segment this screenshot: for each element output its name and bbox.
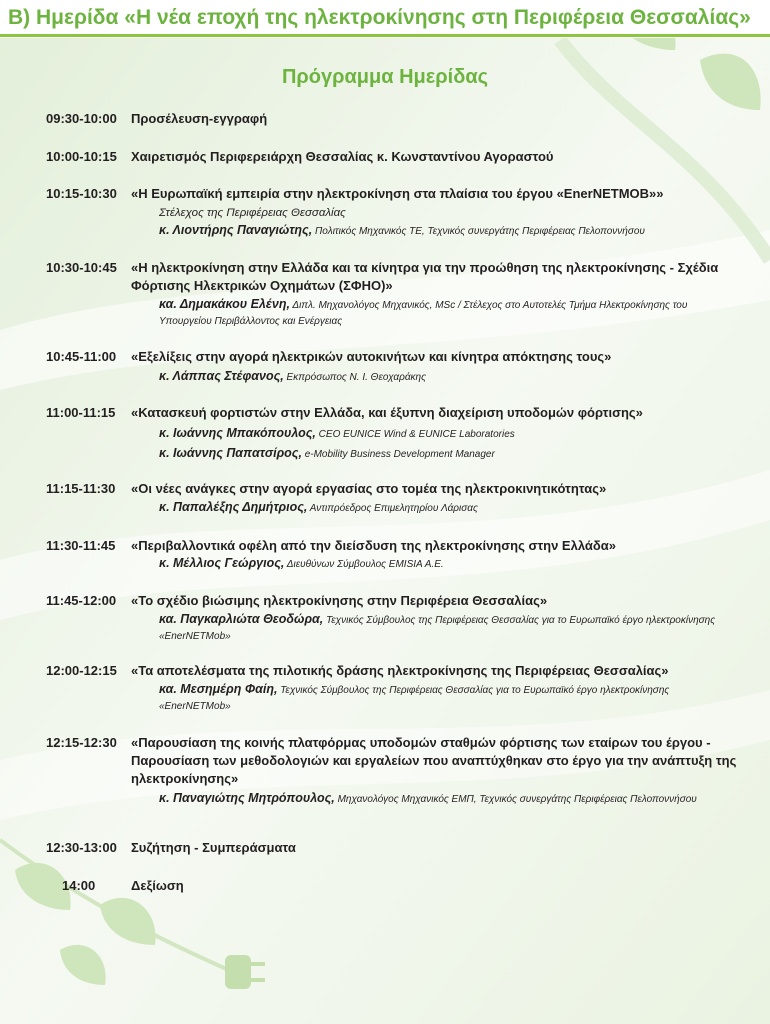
agenda-time: 11:30-11:45	[46, 538, 116, 553]
speaker	[159, 555, 719, 573]
speaker-list	[159, 611, 719, 645]
agenda-title: Συζήτηση - Συμπεράσματα	[131, 840, 296, 855]
speaker-role: Διευθύνων Σύμβουλος EMISIA A.E.	[286, 559, 444, 570]
speaker	[159, 296, 719, 330]
agenda-title: «Η Ευρωπαϊκή εμπειρία στην ηλεκτροκίνηση στα πλαίσια του έργου «EnerNETMOB»»	[131, 186, 664, 201]
speaker	[159, 790, 719, 808]
agenda-time: 11:45-12:00	[46, 593, 117, 608]
speaker	[159, 222, 719, 240]
speaker-name: κ. Λάππας Στέφανος,	[159, 369, 284, 383]
speaker-name: κα. Μεσημέρη Φαίη,	[159, 682, 278, 696]
agenda-title: «Εξελίξεις στην αγορά ηλεκτρικών αυτοκινήτων και κίνητρα απόκτησης τους»	[131, 349, 612, 364]
speaker-role: e-Mobility Business Development Manager	[304, 449, 495, 460]
speaker-role: Τεχνικός Σύμβουλος της Περιφέρειας Θεσσαλίας για το Ευρωπαϊκό έργο ηλεκτροκίνησης «EnerNETMob»	[159, 685, 670, 712]
event-title: Β) Ημερίδα «Η νέα εποχή της ηλεκτροκίνησης στη Περιφέρεια Θεσσαλίας»	[8, 6, 751, 29]
program-title: Πρόγραμμα Ημερίδας	[281, 66, 489, 88]
speaker-list	[159, 368, 719, 386]
speaker-list	[159, 499, 719, 517]
agenda-time: 10:15-10:30	[46, 186, 117, 201]
agenda-time: 12:15-12:30	[46, 735, 117, 750]
agenda-time: 10:00-10:15	[46, 149, 117, 164]
agenda-time: 11:15-11:30	[46, 481, 116, 496]
speaker-name: κ. Παπαλέξης Δημήτριος,	[159, 500, 308, 514]
agenda-time: 12:00-12:15	[46, 663, 117, 678]
agenda-title: Δεξίωση	[131, 878, 184, 893]
agenda-time: 11:00-11:15	[46, 405, 116, 420]
agenda-title: «Η ηλεκτροκίνηση στην Ελλάδα και τα κίνητρα για την προώθηση της ηλεκτροκίνησης - Σχέδια Φόρτισης Ηλεκτρικών Οχημάτων (ΣΦΗΟ)»	[131, 260, 719, 293]
agenda-time: 09:30-10:00	[46, 111, 117, 126]
agenda-time: 12:30-13:00	[46, 840, 117, 855]
agenda-title: «Το σχέδιο βιώσιμης ηλεκτροκίνησης στην Περιφέρεια Θεσσαλίας»	[131, 593, 548, 608]
speaker-name: κ. Λιοντήρης Παναγιώτης,	[159, 223, 313, 237]
speaker-name: κ. Ιωάννης Παπατσίρος,	[159, 446, 302, 460]
speaker-list	[159, 296, 719, 330]
speaker	[159, 681, 719, 715]
speaker-list	[159, 555, 719, 573]
agenda-title: «Περιβαλλοντικά οφέλη από την διείσδυση της ηλεκτροκίνησης στην Ελλάδα»	[131, 538, 616, 553]
speaker-note: Στέλεχος της Περιφέρειας Θεσσαλίας	[159, 207, 346, 219]
speaker-role: Διπλ. Μηχανολόγος Μηχανικός, MSc / Στέλεχος στο Αυτοτελές Τμήμα Ηλεκτροκίνησης του Υπουργείου Περιβάλλοντος και Ενέργειας	[159, 300, 688, 327]
agenda-title: «Παρουσίαση της κοινής πλατφόρμας υποδομών σταθμών φόρτισης των εταίρων του έργου - Παρουσίαση των μεθοδολογιών και εργαλείων που αναπτύχθηκαν στο έργο για την ανάπτυξη της ηλεκτροκίνησης»	[131, 735, 737, 786]
speaker-list	[159, 204, 719, 240]
agenda-title: «Οι νέες ανάγκες στην αγορά εργασίας στο τομέα της ηλεκτροκινητικότητας»	[131, 481, 607, 496]
agenda-time: 14:00	[62, 878, 96, 893]
speaker-role: CEO EUNICE Wind & EUNICE Laboratories	[318, 429, 515, 440]
agenda-title: Προσέλευση-εγγραφή	[131, 111, 268, 126]
speaker-name: κα. Παγκαρλιώτα Θεοδώρα,	[159, 612, 324, 626]
speaker	[159, 444, 719, 464]
agenda-time: 10:45-11:00	[46, 349, 117, 364]
speaker-list	[159, 681, 719, 715]
speaker-role: Τεχνικός Σύμβουλος της Περιφέρειας Θεσσαλίας για το Ευρωπαϊκό έργο ηλεκτροκίνησης «EnerNETMob»	[159, 615, 716, 642]
speaker	[159, 499, 719, 517]
speaker	[159, 611, 719, 645]
speaker-list	[159, 424, 719, 464]
speaker-name: κ. Παναγιώτης Μητρόπουλος,	[159, 791, 335, 805]
speaker-list	[159, 790, 719, 808]
speaker-role: Μηχανολόγος Μηχανικός ΕΜΠ, Τεχνικός συνεργάτης Περιφέρειας Πελοποννήσου	[337, 794, 697, 805]
speaker-role: Πολιτικός Μηχανικός ΤΕ, Τεχνικός συνεργάτης Περιφέρειας Πελοποννήσου	[314, 226, 645, 237]
agenda-time: 10:30-10:45	[46, 260, 117, 275]
speaker	[159, 424, 719, 444]
speaker-role: Αντιπρόεδρος Επιμελητηρίου Λάρισας	[309, 503, 478, 514]
speaker-name: κα. Δημακάκου Ελένη,	[159, 297, 290, 311]
agenda-title: «Κατασκευή φορτιστών στην Ελλάδα, και έξυπνη διαχείριση υποδομών φόρτισης»	[131, 405, 643, 420]
speaker-name: κ. Ιωάννης Μπακόπουλος,	[159, 426, 316, 440]
agenda-title: «Τα αποτελέσματα της πιλοτικής δράσης ηλεκτροκίνησης της Περιφέρειας Θεσσαλίας»	[131, 663, 669, 678]
speaker-name: κ. Μέλλιος Γεώργιος,	[159, 556, 285, 570]
speaker	[159, 368, 719, 386]
speaker-role: Εκπρόσωπος Ν. Ι. Θεοχαράκης	[286, 372, 426, 383]
agenda-title: Χαιρετισμός Περιφερειάρχη Θεσσαλίας κ. Κωνσταντίνου Αγοραστού	[131, 149, 554, 164]
